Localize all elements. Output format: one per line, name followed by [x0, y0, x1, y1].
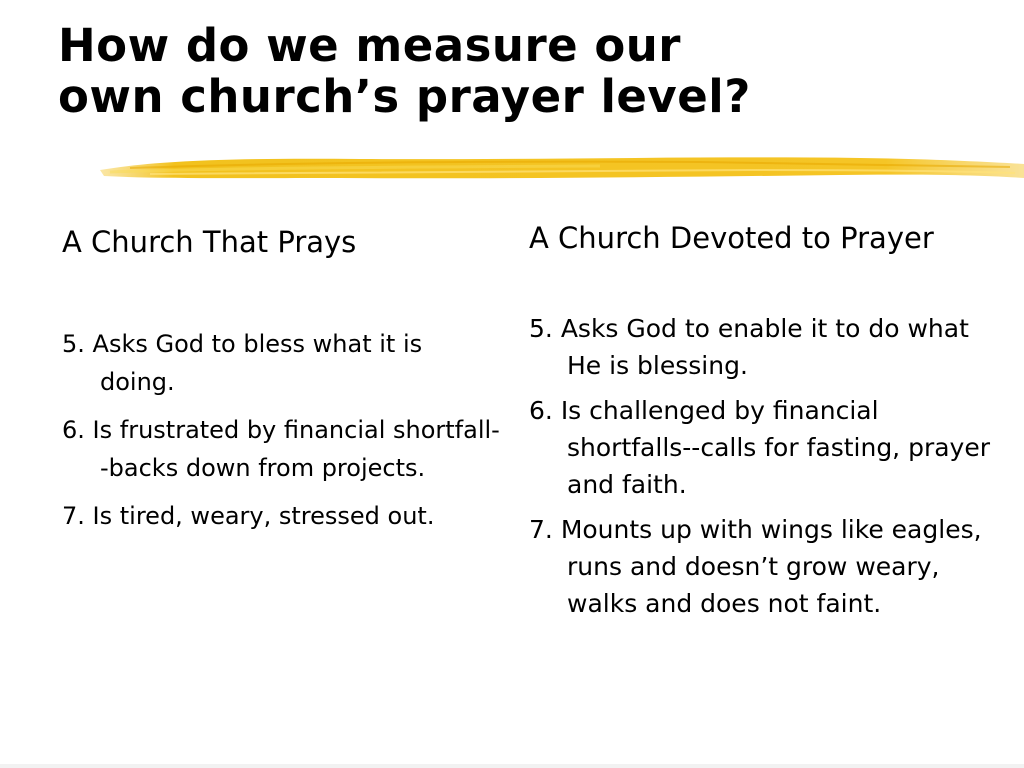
- slide-title: [58, 20, 998, 122]
- left-column-heading: A Church That Prays: [62, 225, 357, 259]
- list-item: 7. Is tired, weary, stressed out.: [62, 502, 435, 530]
- left-column-list: [62, 325, 502, 545]
- list-item: 6. Is challenged by financial shortfalls--calls for fasting, prayer and faith.: [529, 396, 990, 499]
- list-item: 6. Is frustrated by financial shortfall--backs down from projects.: [62, 416, 500, 482]
- slide-title-line-2: own church’s prayer level?: [58, 70, 751, 123]
- right-column-list: [529, 310, 999, 630]
- list-item: 5. Asks God to bless what it is doing.: [62, 330, 423, 396]
- yellow-brush-stroke-divider: [100, 148, 1024, 188]
- slide-title-line-1: How do we measure our: [58, 19, 681, 72]
- list-item: 7. Mounts up with wings like eagles, runs and doesn’t grow weary, walks and does not faint.: [529, 515, 982, 618]
- list-item: 5. Asks God to enable it to do what He is blessing.: [529, 314, 969, 380]
- right-column-heading: A Church Devoted to Prayer: [529, 221, 934, 255]
- bottom-divider: [0, 764, 1024, 768]
